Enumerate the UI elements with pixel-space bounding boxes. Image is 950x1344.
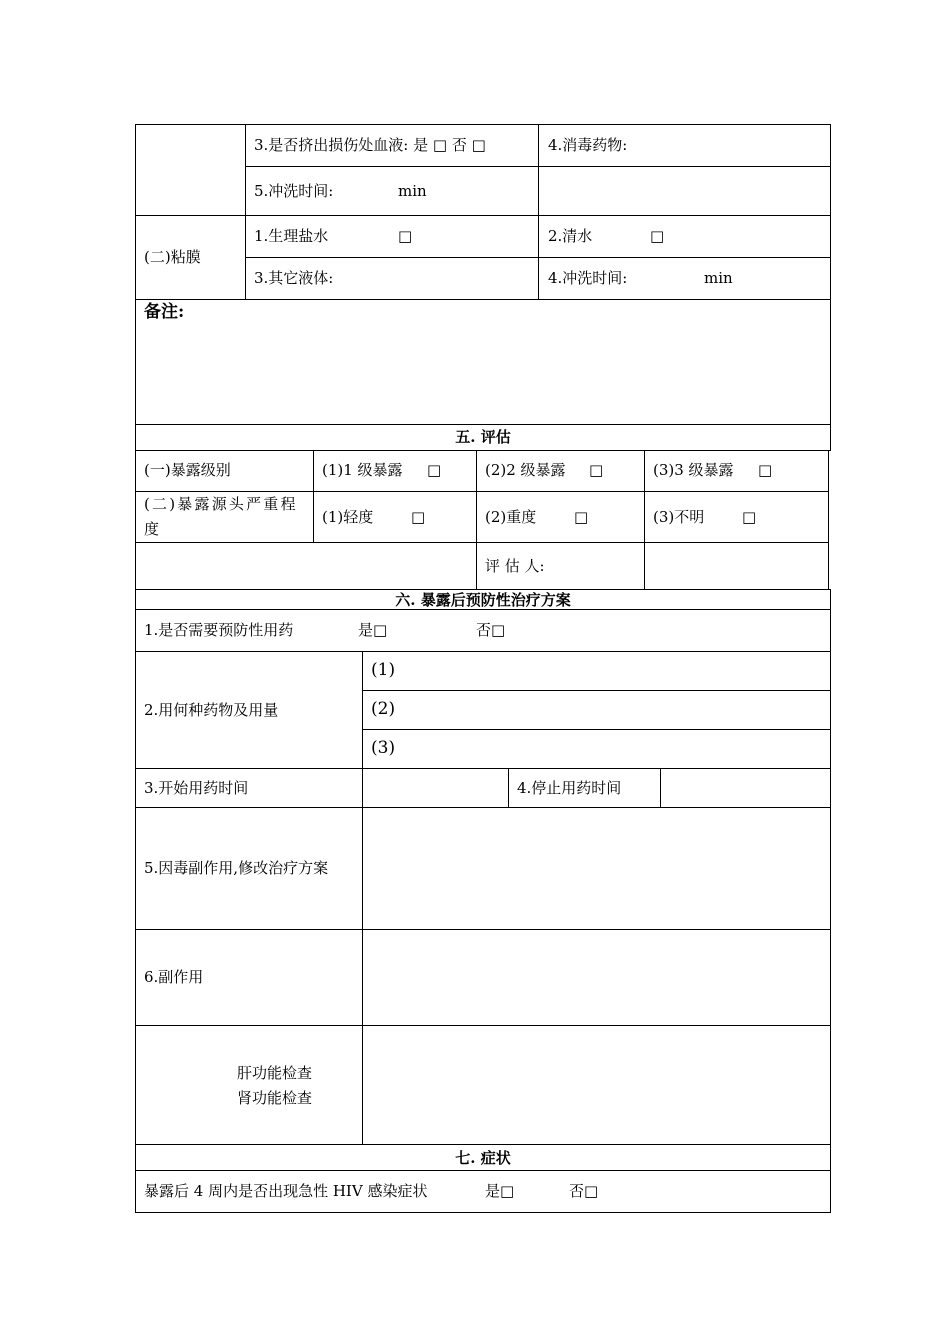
rinse-time-label: 5.冲洗时间: xyxy=(254,182,334,200)
kidney-function-label: 肾功能检查 xyxy=(237,1089,313,1107)
exposure-level-label: (一)暴露级别 xyxy=(144,461,231,479)
mucosa-rinse-time-label: 4.冲洗时间: xyxy=(548,269,628,287)
severity-unknown-checkbox[interactable]: □ xyxy=(742,508,757,526)
drugs-label: 2.用何种药物及用量 xyxy=(144,701,279,719)
saline-checkbox[interactable]: □ xyxy=(398,227,413,245)
severity-severe-checkbox[interactable]: □ xyxy=(574,508,589,526)
drug-item-3: (3) xyxy=(371,738,396,758)
notes-label: 备注: xyxy=(144,302,185,322)
mucosa-rinse-time-unit: min xyxy=(704,269,733,287)
need-pep-yes-checkbox[interactable]: 是□ xyxy=(358,621,388,639)
water-option: 2.清水 xyxy=(548,227,593,245)
liver-function-label: 肝功能检查 xyxy=(237,1064,313,1082)
modify-plan-label: 5.因毒副作用,修改治疗方案 xyxy=(144,859,329,877)
pep-title: 六. 暴露后预防性治疗方案 xyxy=(395,591,571,609)
mucosa-label: (二)粘膜 xyxy=(144,248,201,266)
source-severity-label-line1: (二)暴露源头严重程 xyxy=(144,495,298,513)
saline-option: 1.生理盐水 xyxy=(254,227,329,245)
need-pep-question: 1.是否需要预防性用药 xyxy=(144,621,294,639)
disinfectant-label: 4.消毒药物: xyxy=(548,136,628,154)
severity-severe: (2)重度 xyxy=(485,508,537,526)
other-liquid-label: 3.其它液体: xyxy=(254,269,334,287)
drug-item-2: (2) xyxy=(371,699,396,719)
exposure-level-2-checkbox[interactable]: □ xyxy=(589,461,604,479)
water-checkbox[interactable]: □ xyxy=(650,227,665,245)
hiv-symptoms-yes-checkbox[interactable]: 是□ xyxy=(485,1182,515,1200)
severity-mild-checkbox[interactable]: □ xyxy=(411,508,426,526)
severity-unknown: (3)不明 xyxy=(653,508,705,526)
stop-time-label: 4.停止用药时间 xyxy=(517,779,622,797)
exposure-level-1: (1)1 级暴露 xyxy=(322,461,403,479)
source-severity-label-line2: 度 xyxy=(144,520,160,538)
assessment-title: 五. 评估 xyxy=(455,428,511,446)
need-pep-no-checkbox[interactable]: 否□ xyxy=(476,621,506,639)
exposure-level-1-checkbox[interactable]: □ xyxy=(427,461,442,479)
rinse-time-unit: min xyxy=(398,182,427,200)
assessor-label: 评 估 人: xyxy=(485,557,545,575)
exposure-level-3: (3)3 级暴露 xyxy=(653,461,734,479)
side-effects-label: 6.副作用 xyxy=(144,968,204,986)
exposure-level-2: (2)2 级暴露 xyxy=(485,461,566,479)
severity-mild: (1)轻度 xyxy=(322,508,374,526)
symptoms-title: 七. 症状 xyxy=(455,1149,511,1167)
drug-item-1: (1) xyxy=(371,660,396,680)
start-time-label: 3.开始用药时间 xyxy=(144,779,249,797)
hiv-symptoms-question: 暴露后 4 周内是否出现急性 HIV 感染症状 xyxy=(144,1182,428,1200)
exposure-level-3-checkbox[interactable]: □ xyxy=(758,461,773,479)
squeeze-blood-question: 3.是否挤出损伤处血液: 是 □ 否 □ xyxy=(254,136,486,154)
hiv-symptoms-no-checkbox[interactable]: 否□ xyxy=(569,1182,599,1200)
